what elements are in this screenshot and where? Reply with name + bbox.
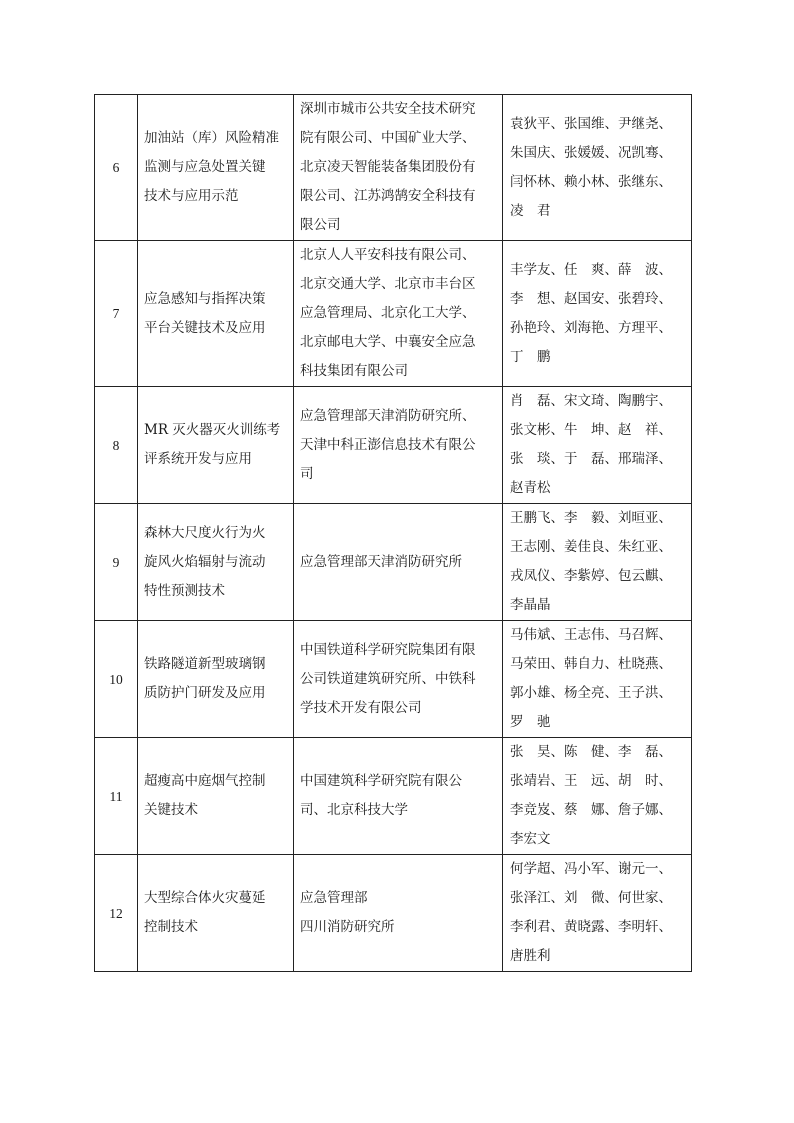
participants	[503, 738, 692, 855]
participants-line: 袁狄平、张国维、尹继尧、	[510, 115, 672, 132]
project-name-line: MR 灭火器灭火训练考	[144, 422, 281, 438]
organizations-line: 限公司	[300, 217, 341, 233]
participants-line: 凌 君	[510, 202, 551, 219]
project-name-line: 特性预测技术	[144, 582, 225, 599]
participants-line: 马荣田、韩自力、杜晓燕、	[510, 656, 672, 672]
row-number: 8	[95, 387, 138, 504]
award-table	[94, 94, 692, 972]
organizations-line: 学技术开发有限公司	[300, 699, 422, 716]
organizations-line: 应急管理部	[300, 890, 368, 906]
organizations	[294, 241, 503, 387]
row-number: 7	[95, 241, 138, 387]
participants-line: 王志刚、姜佳良、朱红亚、	[510, 539, 672, 555]
project-name	[138, 621, 294, 738]
project-name	[138, 504, 294, 621]
participants-line: 戎凤仪、李紫婷、包云麒、	[510, 568, 672, 584]
table-row	[95, 738, 692, 855]
table-row	[95, 504, 692, 621]
participants-line: 闫怀林、赖小林、张继东、	[510, 173, 672, 190]
project-name-line: 应急感知与指挥决策	[144, 290, 266, 307]
award-table-body	[95, 95, 692, 972]
participants	[503, 855, 692, 972]
row-number: 9	[95, 504, 138, 621]
organizations	[294, 387, 503, 504]
organizations-line: 限公司、江苏鸿鹄安全科技有	[300, 188, 476, 204]
organizations-line: 应急管理部天津消防研究所	[300, 553, 462, 570]
organizations-line: 院有限公司、中国矿业大学、	[300, 130, 476, 146]
participants-line: 张 琰、于 磊、邢瑞泽、	[510, 451, 672, 467]
organizations-line: 北京交通大学、北京市丰台区	[300, 276, 476, 292]
organizations-line: 深圳市城市公共安全技术研究	[300, 101, 476, 117]
project-name-line: 评系统开发与应用	[144, 451, 252, 467]
participants-line: 罗 驰	[510, 714, 551, 730]
organizations-line: 北京邮电大学、中襄安全应急	[300, 334, 476, 350]
project-name-line: 森林大尺度火行为火	[144, 524, 266, 541]
project-name-line: 加油站（库）风险精准	[144, 130, 279, 146]
organizations-line: 天津中科正澎信息技术有限公	[300, 436, 476, 453]
organizations-line: 应急管理部天津消防研究所、	[300, 407, 476, 424]
organizations-line: 中国建筑科学研究院有限公	[300, 773, 462, 789]
project-name-line: 超瘦高中庭烟气控制	[144, 773, 266, 789]
participants-line: 李晶晶	[510, 597, 551, 613]
project-name	[138, 241, 294, 387]
organizations-line: 司	[300, 465, 314, 482]
participants-line: 李利君、黄晓露、李明轩、	[510, 919, 672, 935]
participants-line: 肖 磊、宋文琦、陶鹏宇、	[510, 393, 672, 409]
participants-line: 张靖岩、王 远、胡 时、	[510, 773, 672, 789]
participants-line: 李 想、赵国安、张碧玲、	[510, 290, 672, 307]
participants-line: 郭小雄、杨全亮、王子洪、	[510, 685, 672, 701]
participants	[503, 387, 692, 504]
participants	[503, 95, 692, 241]
project-name-line: 控制技术	[144, 919, 198, 935]
table-row	[95, 855, 692, 972]
project-name-line: 旋风火焰辐射与流动	[144, 553, 266, 570]
organizations	[294, 738, 503, 855]
participants-line: 唐胜利	[510, 948, 551, 964]
table-row	[95, 241, 692, 387]
participants-line: 王鹏飞、李 毅、刘晅亚、	[510, 510, 672, 526]
row-number: 11	[95, 738, 138, 855]
project-name	[138, 387, 294, 504]
participants-line: 丁 鹏	[510, 348, 551, 365]
participants-line: 孙艳玲、刘海艳、方理平、	[510, 319, 672, 336]
participants-line: 李宏文	[510, 831, 551, 847]
participants	[503, 241, 692, 387]
table-row	[95, 387, 692, 504]
participants-line: 张泽江、刘 微、何世家、	[510, 890, 672, 906]
participants-line: 赵青松	[510, 480, 551, 496]
organizations	[294, 621, 503, 738]
organizations-line: 科技集团有限公司	[300, 363, 408, 379]
project-name-line: 关键技术	[144, 802, 198, 818]
organizations-line: 司、北京科技大学	[300, 802, 408, 818]
participants-line: 何学超、冯小军、谢元一、	[510, 861, 672, 877]
participants-line: 张文彬、牛 坤、赵 祥、	[510, 422, 672, 438]
project-name-line: 大型综合体火灾蔓延	[144, 890, 266, 906]
organizations	[294, 855, 503, 972]
project-name-line: 监测与应急处置关键	[144, 159, 266, 175]
organizations-line: 应急管理局、北京化工大学、	[300, 305, 476, 321]
organizations-line: 四川消防研究所	[300, 919, 395, 935]
project-name-line: 质防护门研发及应用	[144, 685, 266, 701]
participants-line: 朱国庆、张媛媛、况凯骞、	[510, 144, 672, 161]
organizations-line: 北京人人平安科技有限公司、	[300, 247, 476, 263]
table-row	[95, 621, 692, 738]
project-name	[138, 95, 294, 241]
organizations-line: 公司铁道建筑研究所、中铁科	[300, 670, 476, 687]
organizations-line: 北京凌天智能装备集团股份有	[300, 159, 476, 175]
participants-line: 张 昊、陈 健、李 磊、	[510, 744, 672, 760]
project-name-line: 平台关键技术及应用	[144, 319, 266, 336]
organizations	[294, 95, 503, 241]
project-name	[138, 738, 294, 855]
participants-line: 李竞岌、蔡 娜、詹子娜、	[510, 802, 672, 818]
row-number: 6	[95, 95, 138, 241]
participants	[503, 504, 692, 621]
project-name-line: 技术与应用示范	[144, 188, 239, 204]
participants	[503, 621, 692, 738]
table-row	[95, 95, 692, 241]
participants-line: 马伟斌、王志伟、马召辉、	[510, 627, 672, 643]
project-name	[138, 855, 294, 972]
participants-line: 丰学友、任 爽、薛 波、	[510, 261, 672, 278]
organizations	[294, 504, 503, 621]
organizations-line: 中国铁道科学研究院集团有限	[300, 641, 476, 658]
row-number: 12	[95, 855, 138, 972]
project-name-line: 铁路隧道新型玻璃钢	[144, 656, 266, 672]
row-number: 10	[95, 621, 138, 738]
